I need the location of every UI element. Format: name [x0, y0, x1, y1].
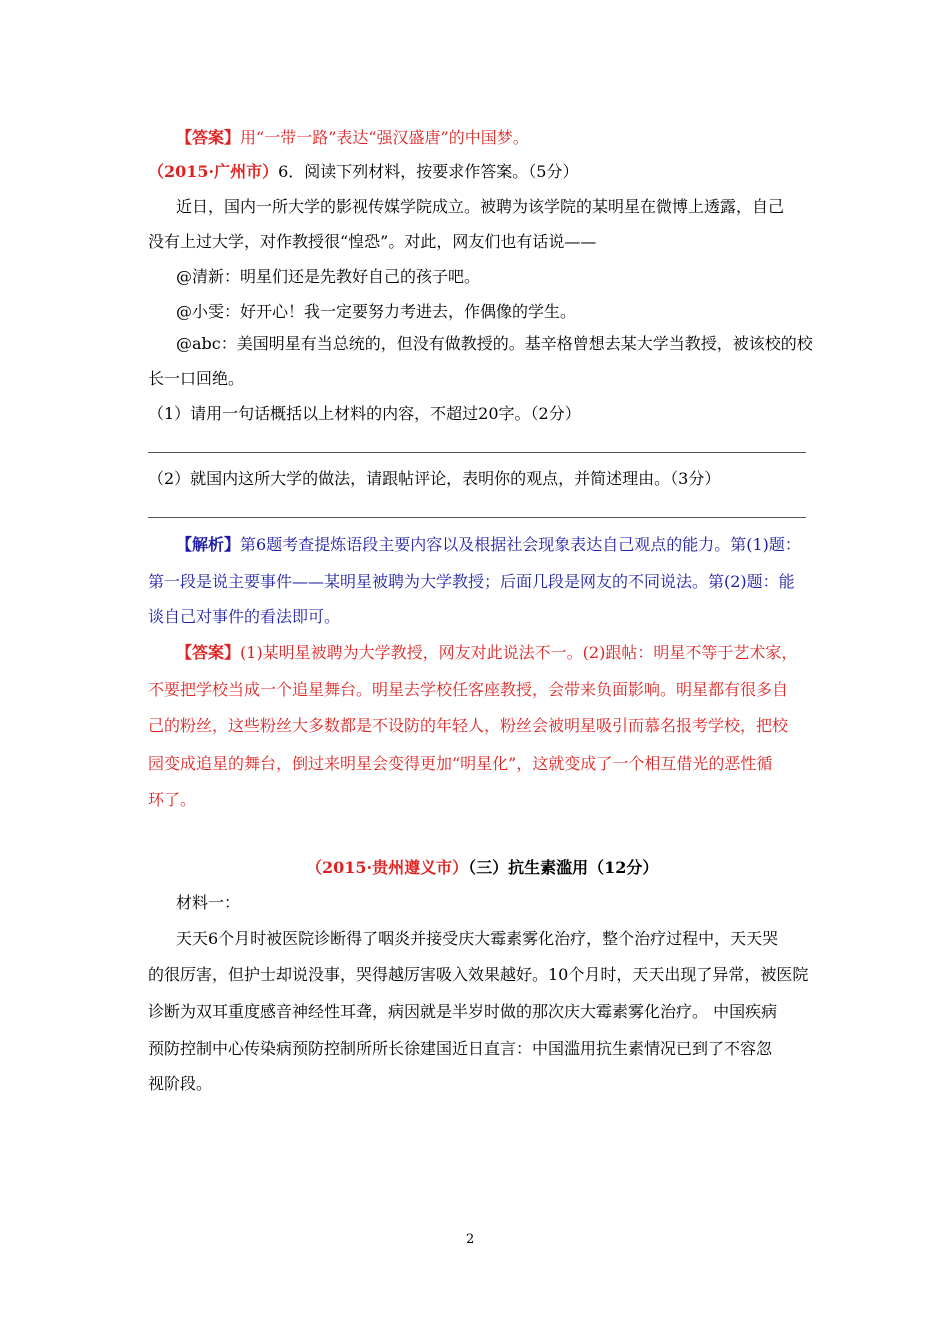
material-line: 的很厉害，但护士却说没事，哭得越厉害吸入效果越好。10个月时，天天出现了异常，被医院 [148, 965, 809, 984]
answer-blank-line [148, 452, 806, 453]
answer-text: (1)某明星被聘为大学教授，网友对此说法不一。(2)跟帖：明星不等于艺术家， [240, 643, 798, 662]
analysis-line: 谈自己对事件的看法即可。 [148, 607, 341, 626]
material-line: 天天6个月时被医院诊断得了咽炎并接受庆大霉素雾化治疗，整个治疗过程中，天天哭 [176, 929, 779, 948]
analysis-line: 第一段是说主要事件——某明星被聘为大学教授；后面几段是网友的不同说法。第(2)题：能 [148, 572, 795, 591]
answer-tag: 【答案】 [176, 128, 241, 147]
analysis-tag: 【解析】 [176, 535, 241, 554]
section-heading: （三）抗生素滥用（12分） [468, 858, 659, 877]
page-number: 2 [466, 1232, 475, 1247]
material-label: 材料一： [176, 893, 241, 912]
material-paragraph-line: 没有上过大学，对作教授很“惶恐”。对此，网友们也有话说—— [148, 232, 597, 251]
question-6-header [148, 162, 578, 182]
answer-blank-line [148, 517, 806, 518]
analysis-text: 第6题考查提炼语段主要内容以及根据社会现象表达自己观点的能力。第(1)题： [240, 535, 801, 554]
question-prompt: 6．阅读下列材料，按要求作答案。（5分） [278, 162, 579, 181]
section-title [306, 858, 658, 878]
material-line: 诊断为双耳重度感音神经性耳聋，病因就是半岁时做的那次庆大霉素雾化治疗。 中国疾病 [148, 1002, 778, 1021]
netizen-comment: @清新：明星们还是先教好自己的孩子吧。 [176, 267, 481, 286]
answer-line: 不要把学校当成一个追星舞台。明星去学校任客座教授，会带来负面影响。明星都有很多自 [148, 680, 789, 699]
question-source: （2015·广州市） [148, 162, 279, 181]
answer-tag: 【答案】 [176, 643, 241, 662]
answer-text: 用“一带一路”表达“强汉盛唐”的中国梦。 [240, 128, 529, 147]
material-line: 视阶段。 [148, 1074, 213, 1093]
netizen-comment: 长一口回绝。 [148, 369, 245, 388]
sub-question-2: （2）就国内这所大学的做法，请跟帖评论，表明你的观点，并简述理由。（3分） [148, 469, 721, 488]
sub-question-1: （1）请用一句话概括以上材料的内容，不超过20字。（2分） [148, 404, 581, 423]
section-source: （2015·贵州遵义市） [306, 858, 469, 877]
material-paragraph-line: 近日，国内一所大学的影视传媒学院成立。被聘为该学院的某明星在微博上透露，自己 [176, 197, 785, 216]
answer-line [176, 643, 797, 663]
netizen-comment: @abc：美国明星有当总统的，但没有做教授的。基辛格曾想去某大学当教授，被该校的校 [176, 334, 813, 353]
answer-line: 园变成追星的舞台，倒过来明星会变得更加“明星化”，这就变成了一个相互借光的恶性循 [148, 754, 773, 773]
material-line: 预防控制中心传染病预防控制所所长徐建国近日直言：中国滥用抗生素情况已到了不容忽 [148, 1039, 773, 1058]
answer-line: 环了。 [148, 790, 197, 809]
netizen-comment: @小雯：好开心！我一定要努力考进去，作偶像的学生。 [176, 302, 577, 321]
answer-line: 己的粉丝，这些粉丝大多数都是不设防的年轻人，粉丝会被明星吸引而慕名报考学校，把校 [148, 716, 789, 735]
answer-line [176, 128, 529, 148]
analysis-line [176, 535, 801, 555]
